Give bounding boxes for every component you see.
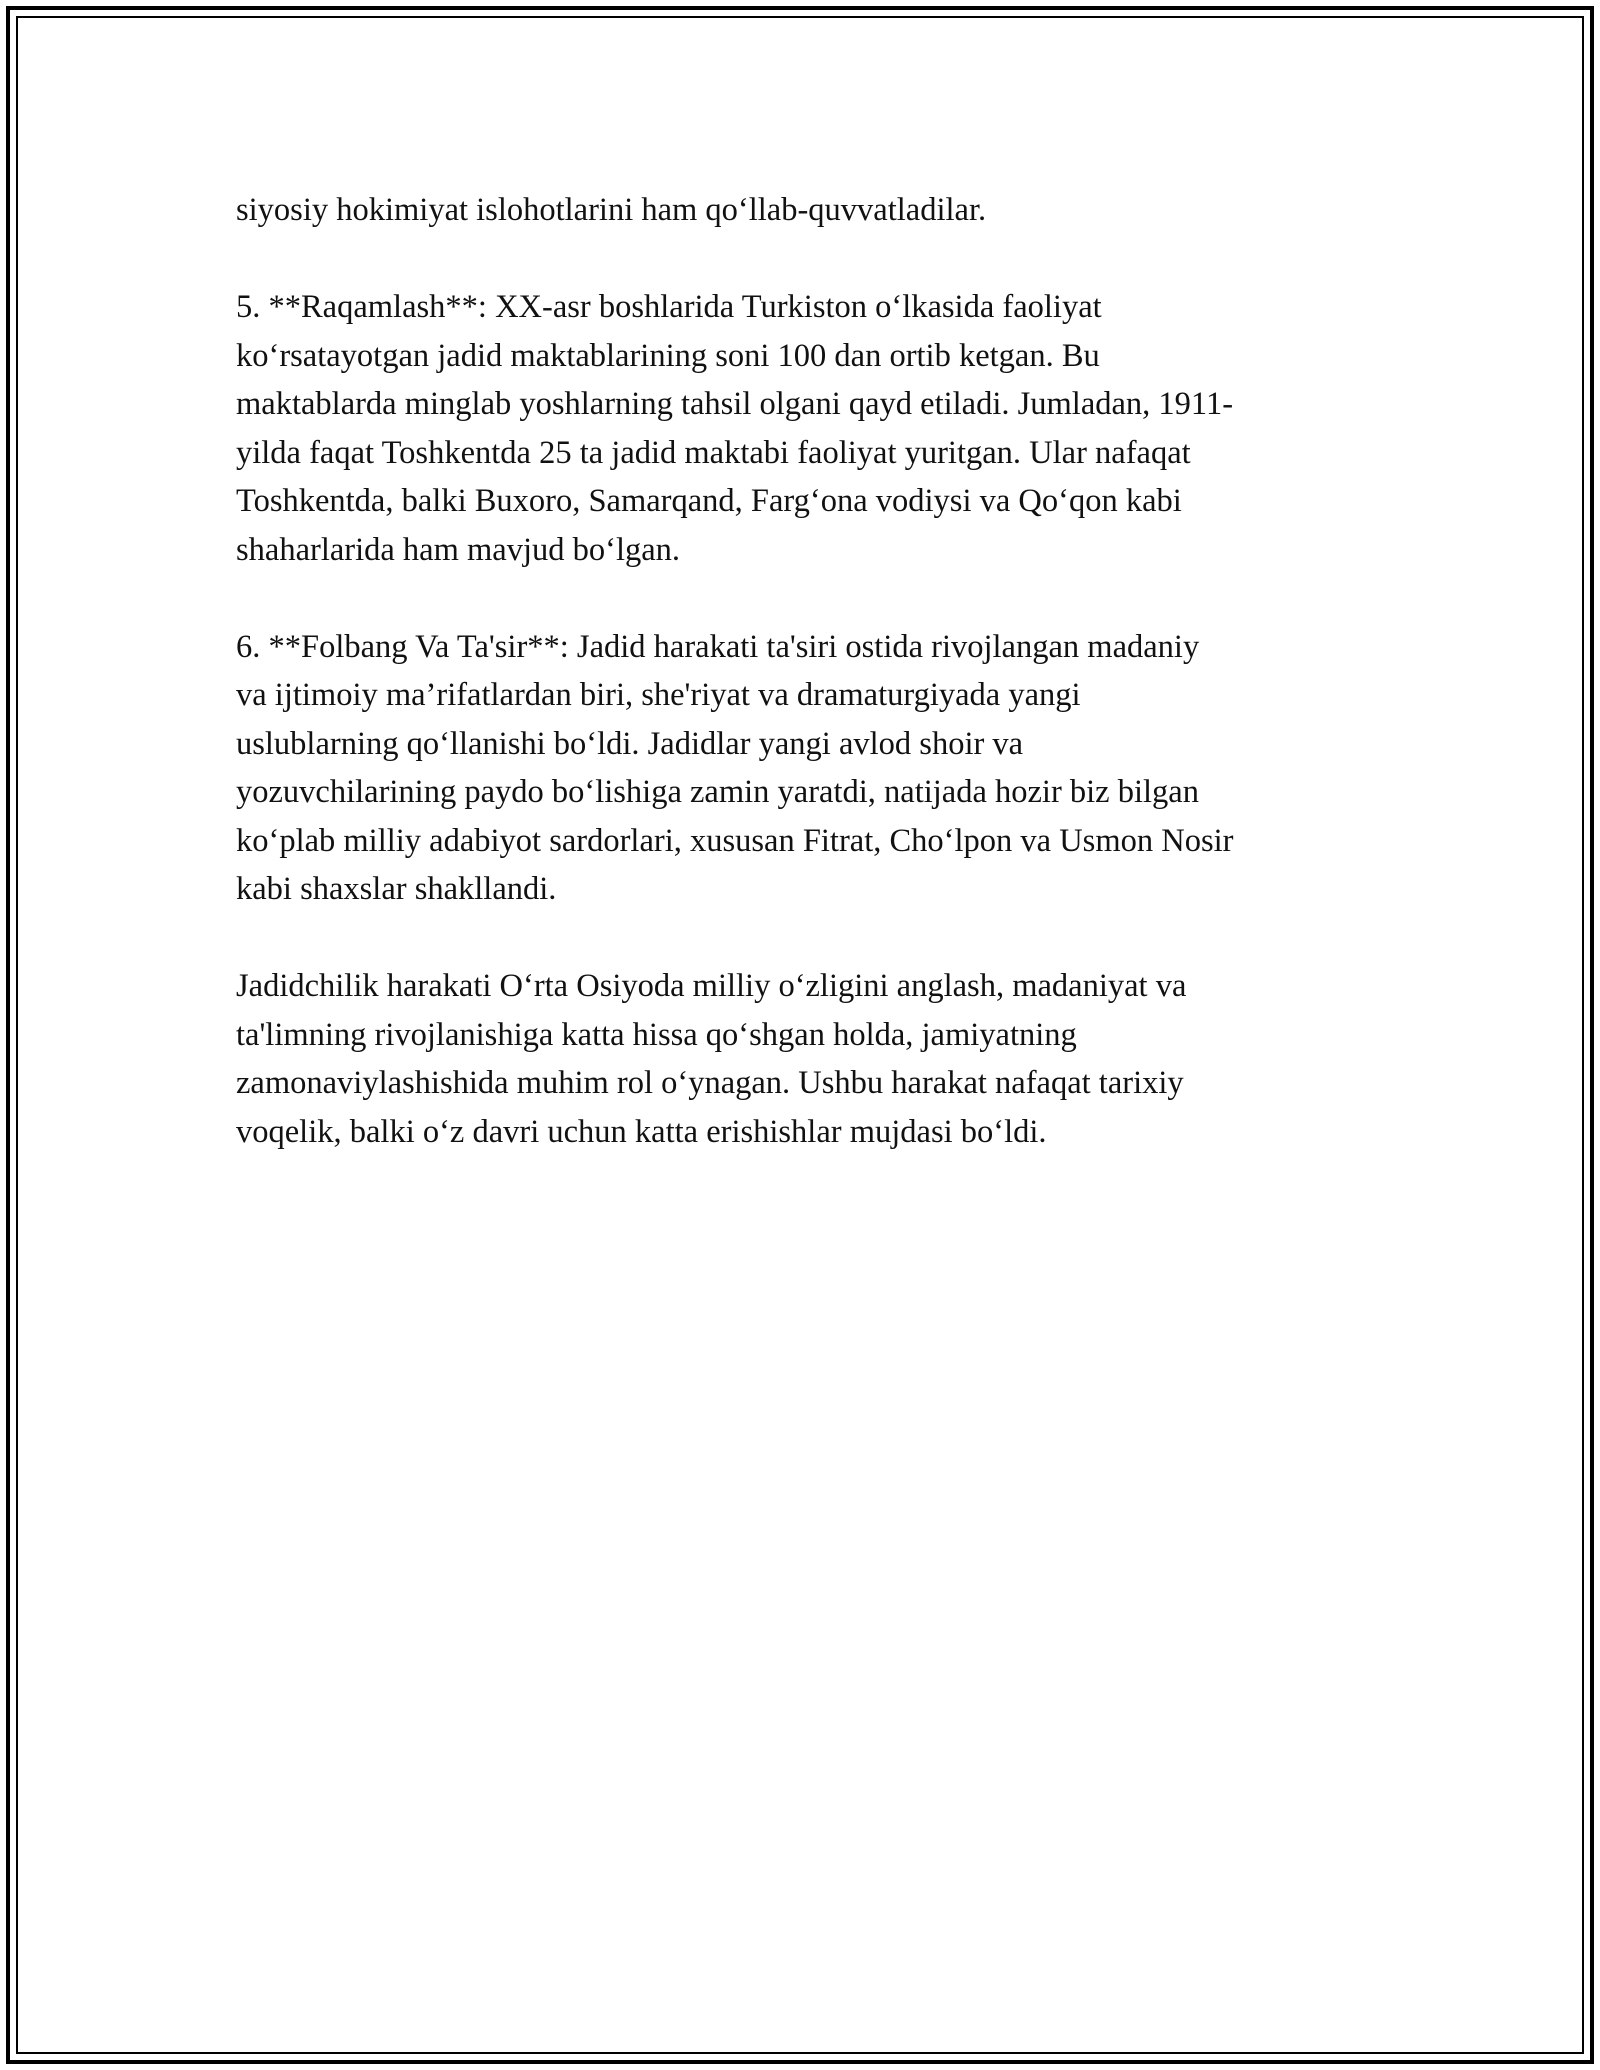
paragraph-raqamlash: 5. **Raqamlash**: XX-asr boshlarida Turkiston o‘lkasida faoliyat ko‘rsatayotgan jadid maktablarining soni 100 dan ortib ketgan. Bu maktablarda minglab yoshlarning tahsil olgani qayd etiladi. Jumladan, 1911- yilda faqat Toshkentda 25 ta jadid maktabi faoliyat yuritgan. Ular nafaqat Toshkentda, balki Buxoro, Samarqand, Farg‘ona vodiysi va Qo‘qon kabi shaharlarida ham mavjud bo‘lgan. (236, 289, 1234, 568)
document-body (236, 186, 1366, 1205)
paragraph-continuation: siyosiy hokimiyat islohotlarini ham qo‘llab-quvvatladilar. (236, 192, 987, 228)
paragraph-folbang-va-tasir: 6. **Folbang Va Ta'sir**: Jadid harakati ta'siri ostida rivojlangan madaniy va ijtimoiy ma’rifatlardan biri, she'riyat va dramaturgiyada yangi uslublarning qo‘llanishi bo‘ldi. Jadidlar yangi avlod shoir va yozuvchilarining paydo bo‘lishiga zamin yaratdi, natijada hozir biz bilgan ko‘plab milliy adabiyot sardorlari, xususan Fitrat, Cho‘lpon va Usmon Nosir kabi shaxslar shakllandi. (236, 628, 1234, 907)
paragraph-conclusion: Jadidchilik harakati O‘rta Osiyoda milliy o‘zligini anglash, madaniyat va ta'limning rivojlanishiga katta hissa qo‘shgan holda, jamiyatning zamonaviylashishida muhim rol o‘ynagan. Ushbu harakat nafaqat tarixiy voqelik, balki o‘z davri uchun katta erishishlar mujdasi bo‘ldi. (236, 968, 1187, 1150)
